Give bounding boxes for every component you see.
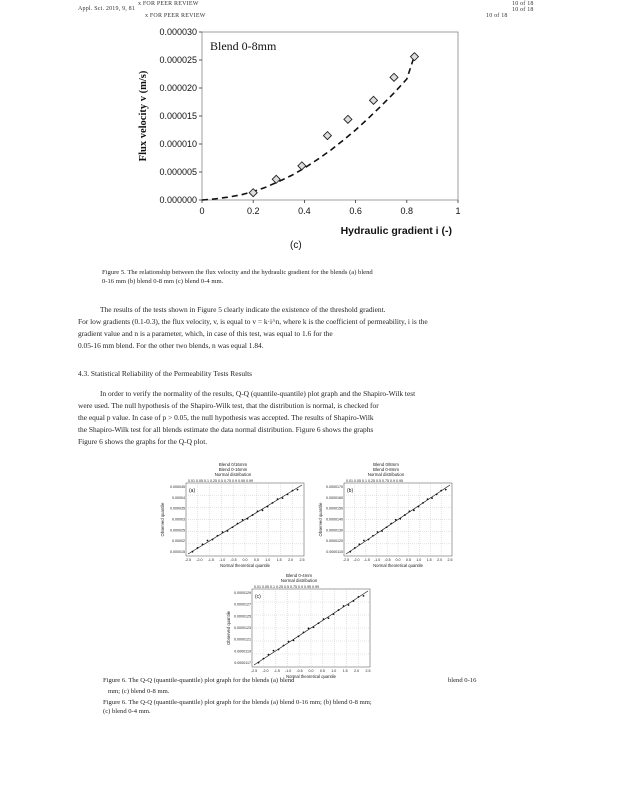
data-point: [272, 175, 280, 183]
panel-label: (c): [290, 240, 302, 251]
qq-x-tick-label: 1.5: [276, 558, 282, 562]
qq-point: [257, 510, 259, 512]
peer-review-header: x FOR PEER REVIEW: [145, 13, 206, 19]
qq-point: [303, 631, 305, 633]
qq-point: [390, 523, 392, 525]
qq-top-ticks: 0.01 0.05 0.1 0.25 0.5 0.75 0.9 0.95 0.99: [254, 585, 319, 589]
text-line: were used. The null hypothesis of the Shapiro-Wilk test, that the distribution is normal, is checked for: [78, 401, 379, 410]
caption-line: 0-16 mm (b) blend 0-8 mm (c) blend 0-4 mm.: [102, 278, 224, 285]
y-tick-label: 0.000015: [159, 111, 197, 121]
qq-point: [348, 604, 350, 606]
qq-title-line: Normal distribution: [280, 578, 318, 583]
qq-point: [368, 539, 370, 541]
qq-panel-label: (c): [255, 594, 261, 600]
qq-x-axis-label: Normal theoretical quantile: [286, 674, 336, 679]
qq-point: [358, 596, 360, 598]
qq-top-ticks: 0.01 0.05 0.1 0.25 0.5 0.75 0.9 0.95 0.99: [188, 479, 253, 483]
qq-point: [413, 509, 415, 511]
y-axis-label: Flux velocity v (m/s): [138, 70, 149, 162]
qq-x-tick-label: 0.5: [319, 669, 325, 673]
qq-point: [267, 506, 269, 508]
x-tick-label: 1: [455, 206, 461, 216]
qq-point: [277, 498, 279, 500]
qq-point: [227, 530, 229, 532]
qq-x-tick-label: -2.5: [250, 669, 258, 673]
qq-x-tick-label: 2.0: [354, 669, 360, 673]
qq-point: [431, 497, 433, 499]
data-point: [370, 96, 378, 104]
qq-point: [408, 510, 410, 512]
qq-x-tick-label: 2.5: [365, 669, 371, 673]
fit-curve: [202, 56, 415, 201]
x-tick-label: 0.6: [349, 206, 362, 216]
figure-6-caption-fragment: blend 0-16: [448, 677, 477, 684]
qq-point: [242, 519, 244, 521]
qq-y-tick-label: 0.0000130: [326, 528, 343, 533]
y-tick-label: 0.000030: [159, 27, 197, 37]
x-tick-label: 0.2: [246, 206, 260, 216]
qq-y-tick-label: 0.0000140: [326, 517, 343, 522]
qq-x-tick-label: 0.0: [242, 558, 248, 562]
qq-panel-label: (b): [347, 488, 354, 494]
qq-point: [363, 595, 365, 597]
page-number: 10 of 18: [512, 1, 534, 7]
figure-6-caption-fragment: mm; (c) blend 0-8 mm.: [108, 688, 170, 695]
qq-y-tick-label: 0.0000120: [326, 539, 343, 544]
qq-title-line: Blend 0/8mm: [373, 462, 399, 467]
qq-plot-b: [316, 462, 456, 570]
qq-x-tick-label: -2.5: [342, 558, 350, 562]
qq-y-tick-label: 0.00002: [172, 539, 185, 544]
qq-title-line: Normal distribution: [367, 472, 405, 477]
figure-6-caption: [103, 698, 523, 716]
qq-point: [293, 639, 295, 641]
qq-point: [197, 547, 199, 549]
qq-x-tick-label: -2.0: [196, 558, 203, 562]
qq-y-axis-label: Observed quantile: [160, 502, 165, 537]
text-line: In order to verify the normality of the results, Q-Q (quantile-quantile) plot graph and the Shapiro-Wilk test: [100, 389, 416, 398]
qq-title: [316, 462, 456, 477]
data-point: [344, 115, 352, 123]
qq-point: [212, 539, 214, 541]
qq-x-axis-label: Normal theoretical quantile: [373, 563, 423, 568]
qq-title: [158, 462, 308, 477]
qq-y-tick-label: 0.000025: [170, 528, 185, 533]
qq-x-tick-label: 1.0: [331, 669, 337, 673]
qq-point: [282, 497, 284, 499]
text-line: 0.05-16 mm blend. For the other two blends, n was equal 1.84.: [78, 341, 264, 350]
qq-y-tick-label: 0.0000127: [234, 602, 251, 607]
qq-point: [386, 526, 388, 528]
qq-x-tick-label: 0.0: [395, 558, 401, 562]
qq-panel-label: (a): [189, 488, 196, 494]
paragraph-normality: [78, 388, 518, 448]
qq-x-tick-label: -1.0: [374, 558, 381, 562]
qq-point: [404, 514, 406, 516]
caption-line: (c) blend 0-4 mm.: [103, 708, 151, 715]
qq-point: [222, 531, 224, 533]
figure-5-caption: [102, 268, 522, 286]
y-tick-label: 0.000000: [159, 195, 197, 205]
x-axis-label: Hydraulic gradient i (-): [340, 225, 452, 237]
qq-y-tick-label: 0.0000125: [234, 614, 251, 619]
qq-point: [313, 626, 315, 628]
text-line: the Shapiro-Wilk test for all blends estimate the data normal distribution. Figure 6 shows the graphs: [78, 425, 374, 434]
qq-y-tick-label: 0.0000117: [234, 661, 251, 665]
figure-6-caption-fragment: Figure 6. The Q-Q (quantile-quantile) plot graph for the blends (a) blend: [103, 677, 295, 684]
qq-x-tick-label: -2.0: [353, 558, 360, 562]
qq-point: [445, 489, 447, 491]
qq-point: [297, 489, 299, 491]
qq-point: [272, 502, 274, 504]
qq-x-tick-label: 0.5: [405, 558, 411, 562]
text-line: For low gradients (0.1-0.3), the flux velocity, v, is equal to v = k·i^n, where k is the coefficient of permeability, i is the: [78, 317, 428, 326]
y-tick-label: 0.000010: [159, 139, 197, 149]
qq-x-tick-label: 1.0: [416, 558, 422, 562]
qq-point: [247, 518, 249, 520]
qq-x-tick-label: -0.5: [384, 558, 391, 562]
flux-velocity-chart: [130, 24, 490, 258]
qq-y-tick-label: 0.000045: [170, 485, 185, 489]
qq-plot-a: [158, 462, 308, 570]
qq-y-tick-label: 0.00004: [172, 495, 185, 500]
qq-y-tick-label: 0.0000129: [234, 591, 251, 595]
qq-x-tick-label: -1.0: [219, 558, 226, 562]
qq-point: [263, 658, 265, 660]
text-line: The results of the tests shown in Figure 5 clearly indicate the existence of the threshold gradient.: [100, 305, 386, 314]
qq-x-tick-label: -1.0: [285, 669, 292, 673]
qq-point: [381, 530, 383, 532]
peer-review-header: x FOR PEER REVIEW: [138, 1, 199, 7]
qq-point: [427, 498, 429, 500]
qq-y-tick-label: 0.000015: [170, 550, 185, 554]
qq-x-tick-label: 1.5: [426, 558, 432, 562]
qq-title: [224, 573, 374, 583]
qq-title-line: Blend 0-8mm: [372, 467, 400, 472]
y-tick-label: 0.000025: [159, 55, 197, 65]
qq-title-line: Blend 0-4mm: [285, 573, 313, 578]
data-point: [390, 73, 398, 81]
qq-point: [333, 613, 335, 615]
qq-x-tick-label: 2.5: [299, 558, 305, 562]
text-line: gradient value and n is a parameter, which, in case of this test, was equal to 1.6 for the: [78, 329, 333, 338]
x-tick-label: 0.4: [298, 206, 311, 216]
qq-point: [328, 617, 330, 619]
qq-x-axis-label: Normal theoretical quantile: [220, 563, 270, 568]
qq-point: [258, 662, 260, 664]
qq-point: [217, 535, 219, 537]
text-line: Figure 6 shows the graphs for the Q-Q plot.: [78, 437, 208, 446]
qq-x-tick-label: 1.5: [342, 669, 348, 673]
qq-y-tick-label: 0.0000110: [326, 550, 343, 554]
qq-y-tick-label: 0.0000170: [326, 485, 343, 489]
qq-x-tick-label: -2.0: [262, 669, 269, 673]
caption-line: Figure 5. The relationship between the flux velocity and the hydraulic gradient for the blends (a) blend: [102, 269, 373, 276]
text-line: the equal p value. In case of p > 0.05, the null hypothesis was accepted. The results of Shapiro-Wilk: [78, 413, 374, 422]
qq-y-tick-label: 0.00003: [172, 517, 185, 522]
qq-point: [237, 523, 239, 525]
qq-point: [395, 519, 397, 521]
qq-y-tick-label: 0.0000160: [326, 495, 343, 500]
qq-point: [354, 547, 356, 549]
qq-point: [343, 605, 345, 607]
qq-point: [363, 540, 365, 542]
qq-point: [192, 551, 194, 553]
qq-point: [288, 641, 290, 643]
x-tick-label: 0.8: [400, 206, 414, 216]
data-point: [410, 53, 418, 61]
qq-x-tick-label: 2.0: [288, 558, 294, 562]
qq-point: [422, 502, 424, 504]
qq-point: [287, 493, 289, 495]
qq-y-tick-label: 0.0000121: [234, 637, 251, 642]
qq-top-ticks: 0.01 0.05 0.1 0.25 0.5 0.75 0.9 0.95: [346, 479, 403, 483]
qq-title-line: Normal distribution: [214, 472, 252, 477]
qq-x-tick-label: 0.5: [253, 558, 259, 562]
qq-point: [377, 531, 379, 533]
qq-point: [292, 490, 294, 492]
qq-y-tick-label: 0.0000119: [234, 649, 251, 654]
qq-point: [353, 600, 355, 602]
qq-plot-svg: [316, 477, 456, 570]
qq-x-tick-label: 2.5: [447, 558, 453, 562]
qq-point: [372, 535, 374, 537]
qq-point: [207, 540, 209, 542]
qq-point: [252, 514, 254, 516]
qq-title-line: Blend 0-16mm: [218, 467, 248, 472]
qq-x-tick-label: -0.5: [296, 669, 303, 673]
qq-plot-c: [224, 573, 374, 681]
qq-point: [418, 506, 420, 508]
qq-y-tick-label: 0.0000123: [234, 626, 251, 630]
qq-plot-svg: [224, 583, 374, 681]
y-tick-label: 0.000005: [159, 167, 197, 177]
caption-line: Figure 6. The Q-Q (quantile-quantile) plot graph for the blends (a) blend 0-16 mm; (b) blend 0-8 mm;: [103, 699, 372, 706]
qq-point: [283, 645, 285, 647]
paragraph-threshold-gradient: [78, 304, 518, 352]
qq-x-tick-label: -1.5: [273, 669, 280, 673]
qq-point: [278, 649, 280, 651]
qq-point: [399, 518, 401, 520]
qq-y-tick-label: 0.000035: [170, 506, 185, 511]
qq-point: [298, 635, 300, 637]
qq-point: [273, 650, 275, 652]
data-point: [298, 162, 306, 170]
qq-x-tick-label: -2.5: [184, 558, 192, 562]
qq-point: [440, 490, 442, 492]
qq-y-axis-label: Observed quantile: [226, 611, 231, 645]
qq-point: [318, 622, 320, 624]
qq-x-tick-label: -1.5: [207, 558, 214, 562]
chart-title: Blend 0-8mm: [210, 39, 277, 53]
plot-area: [202, 32, 458, 200]
qq-point: [338, 609, 340, 611]
qq-point: [358, 543, 360, 545]
qq-x-tick-label: -1.5: [363, 558, 370, 562]
qq-plot-svg: [158, 477, 308, 570]
data-point: [323, 132, 331, 140]
qq-y-tick-label: 0.0000150: [326, 506, 343, 511]
qq-x-tick-label: 1.0: [265, 558, 271, 562]
qq-point: [323, 618, 325, 620]
qq-point: [436, 493, 438, 495]
qq-y-axis-label: Observed quantile: [318, 502, 323, 537]
qq-title-line: Blend 0/16mm: [218, 462, 248, 467]
qq-point: [262, 509, 264, 511]
qq-x-tick-label: 2.0: [437, 558, 443, 562]
qq-x-tick-label: 0.0: [308, 669, 314, 673]
qq-point: [308, 627, 310, 629]
section-heading: 4.3. Statistical Reliability of the Permeability Tests Results: [78, 369, 253, 378]
journal-header: Appl. Sci. 2019, 9, 81: [78, 6, 136, 12]
qq-point: [268, 654, 270, 656]
page-number: 10 of 18: [486, 13, 508, 19]
page-number: 10 of 18: [512, 7, 534, 13]
qq-point: [349, 551, 351, 553]
qq-point: [232, 526, 234, 528]
y-tick-label: 0.000020: [159, 83, 197, 93]
qq-x-tick-label: -0.5: [230, 558, 237, 562]
x-tick-label: 0: [199, 206, 205, 216]
qq-point: [202, 543, 204, 545]
